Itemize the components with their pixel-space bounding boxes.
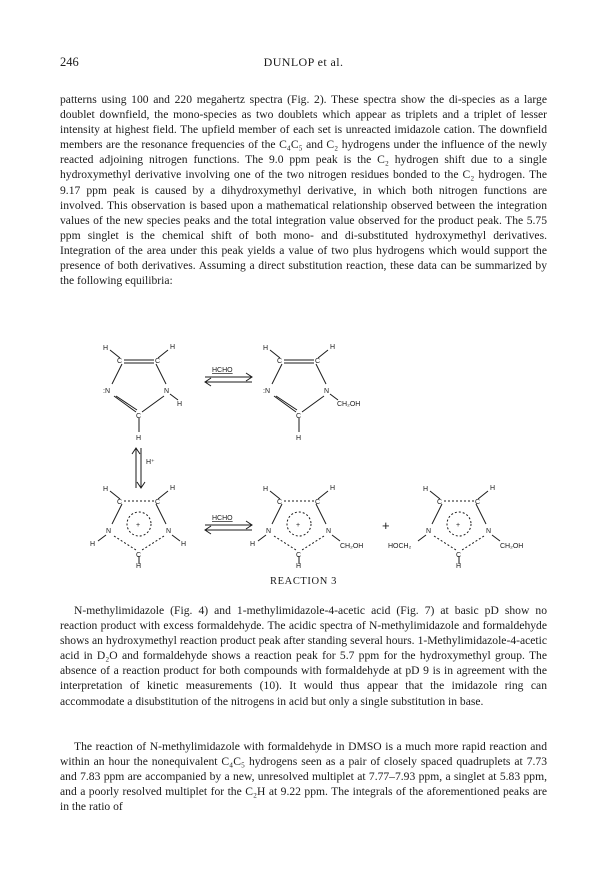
svg-text:H: H <box>170 485 176 492</box>
paragraph-3: The reaction of N-methylimidazole with formaldehyde in DMSO is a much more rapid reaction and within an hour the nonequivalent C₄C₅ hydrogens seen as a pair of closely spaced quadruplets at 7.73 and 7.83 ppm are accompanied by a new, unresolved multiplet at 7.77–7.93 ppm, a singlet at 5.83 ppm, and a poorly resolved multiplet for the C₂H at 9.22 ppm. The integrals of the aforementioned peaks are in the ratio of <box>60 740 547 814</box>
svg-text:H: H <box>136 563 142 570</box>
svg-text:C: C <box>437 499 443 506</box>
svg-text:C: C <box>296 413 302 420</box>
svg-text:C: C <box>296 552 302 559</box>
svg-text:C: C <box>475 499 481 506</box>
svg-text:H: H <box>456 563 462 570</box>
svg-text:HCHO: HCHO <box>212 367 233 374</box>
paragraph-1: patterns using 100 and 220 megahertz spectra (Fig. 2). These spectra show the di-species as a large doublet downfield, the mono-species as two doublets which appear as triplets and a triplet of lesser intensity at highest field. The upfield member of each set is unreacted imidazole cation. The downfield members are the resonance frequencies of the C₄C₅ and C₂ hydrogens under the influence of the newly reacted adjoining nitrogen functions. The 9.0 ppm peak is the C₂ hydrogen shift due to a single hydroxymethyl derivative involving one of the two nitrogen residues bonded to the C₂ hydrogen. The 9.17 ppm peak is caused by a dihydroxymethyl derivative, in which both nitrogen functions are involved. This observation is based upon a mathematical relationship observed between the integration values of the new species peaks and the total integration value observed for the product peak. The 5.75 ppm singlet is the chemical shift of both mono- and di-substituted hydroxymethyl derivatives. Integration of the area under this peak yields a value of two plus hydrogens which would support the presence of both derivatives. Assuming a direct substitution reaction, these data can be summarized by the following equilibria: <box>60 93 547 288</box>
svg-text::N: :N <box>103 388 110 395</box>
svg-text::N: :N <box>263 388 270 395</box>
reaction-scheme-svg <box>60 336 547 568</box>
svg-text:N: N <box>426 528 432 535</box>
svg-text:N: N <box>106 528 112 535</box>
svg-text:N: N <box>164 388 170 395</box>
page-number: 246 <box>60 55 79 69</box>
page-header <box>60 55 547 75</box>
plus-sign: + <box>382 518 390 533</box>
svg-text:CH₂OH: CH₂OH <box>340 543 364 550</box>
svg-text:N: N <box>326 528 332 535</box>
svg-text:H: H <box>330 485 336 492</box>
svg-text:H: H <box>90 541 96 548</box>
imidazole-neutral <box>103 344 182 442</box>
svg-text:N: N <box>324 388 330 395</box>
svg-text:C: C <box>136 413 142 420</box>
svg-text:C: C <box>277 499 283 506</box>
svg-text:H: H <box>296 435 302 442</box>
svg-text:+: + <box>136 522 141 529</box>
svg-text:C: C <box>117 358 123 365</box>
svg-text:+: + <box>296 522 301 529</box>
equilibrium-arrow-top <box>205 367 252 386</box>
svg-text:CH₂OH: CH₂OH <box>337 401 361 408</box>
reaction-caption: REACTION 3 <box>270 576 337 587</box>
svg-text:H: H <box>330 344 336 351</box>
svg-text:H: H <box>263 345 269 352</box>
hydroxymethyl-imidazole <box>263 344 360 442</box>
equilibrium-arrow-bottom <box>205 515 252 534</box>
svg-text:C: C <box>155 499 161 506</box>
svg-text:H: H <box>250 541 256 548</box>
svg-text:C: C <box>456 552 462 559</box>
svg-text:H: H <box>177 401 183 408</box>
imidazolium-cation <box>90 485 186 570</box>
svg-text:H: H <box>181 541 187 548</box>
di-hydroxymethyl-cation <box>388 485 523 570</box>
paragraph-2: N-methylimidazole (Fig. 4) and 1-methylimidazole-4-acetic acid (Fig. 7) at basic pD show no reaction product with excess formaldehyde. The acidic spectra of N-methylimidazole and formaldehyde shows an hydroxymethyl reaction product peak after standing several hours. 1-Methylimidazole-4-acetic acid in D₂O and formaldehyde shows a reaction peak for 5.7 ppm for the hydroxymethyl group. The absence of a reaction product for both compounds with formaldehyde at pD 9 is in agreement with the interpretation of kinetic measurements (10). It would thus appear that the imidazole ring can accommodate a disubstitution of the nitrogens in acid but only a single substitution in base. <box>60 604 547 708</box>
svg-text:H: H <box>423 486 429 493</box>
svg-text:C: C <box>117 499 123 506</box>
svg-text:HCHO: HCHO <box>212 515 233 522</box>
reaction-scheme <box>60 336 547 568</box>
svg-text:H: H <box>170 344 176 351</box>
mono-hydroxymethyl-cation <box>250 485 363 570</box>
svg-text:H⁺: H⁺ <box>146 459 155 466</box>
running-head: DUNLOP et al. <box>263 55 344 69</box>
svg-text:C: C <box>315 499 321 506</box>
svg-text:C: C <box>136 552 142 559</box>
svg-text:H: H <box>103 345 109 352</box>
svg-text:H: H <box>136 435 142 442</box>
protonation-arrow <box>132 448 155 488</box>
svg-text:H: H <box>103 486 109 493</box>
svg-text:N: N <box>266 528 272 535</box>
svg-text:N: N <box>166 528 172 535</box>
svg-text:CH₂OH: CH₂OH <box>500 543 524 550</box>
svg-text:C: C <box>315 358 321 365</box>
svg-text:HOCH₂: HOCH₂ <box>388 543 412 550</box>
svg-text:H: H <box>263 486 269 493</box>
svg-text:H: H <box>490 485 496 492</box>
svg-text:N: N <box>486 528 492 535</box>
svg-text:C: C <box>155 358 161 365</box>
svg-text:H: H <box>296 563 302 570</box>
svg-text:C: C <box>277 358 283 365</box>
svg-text:+: + <box>456 522 461 529</box>
